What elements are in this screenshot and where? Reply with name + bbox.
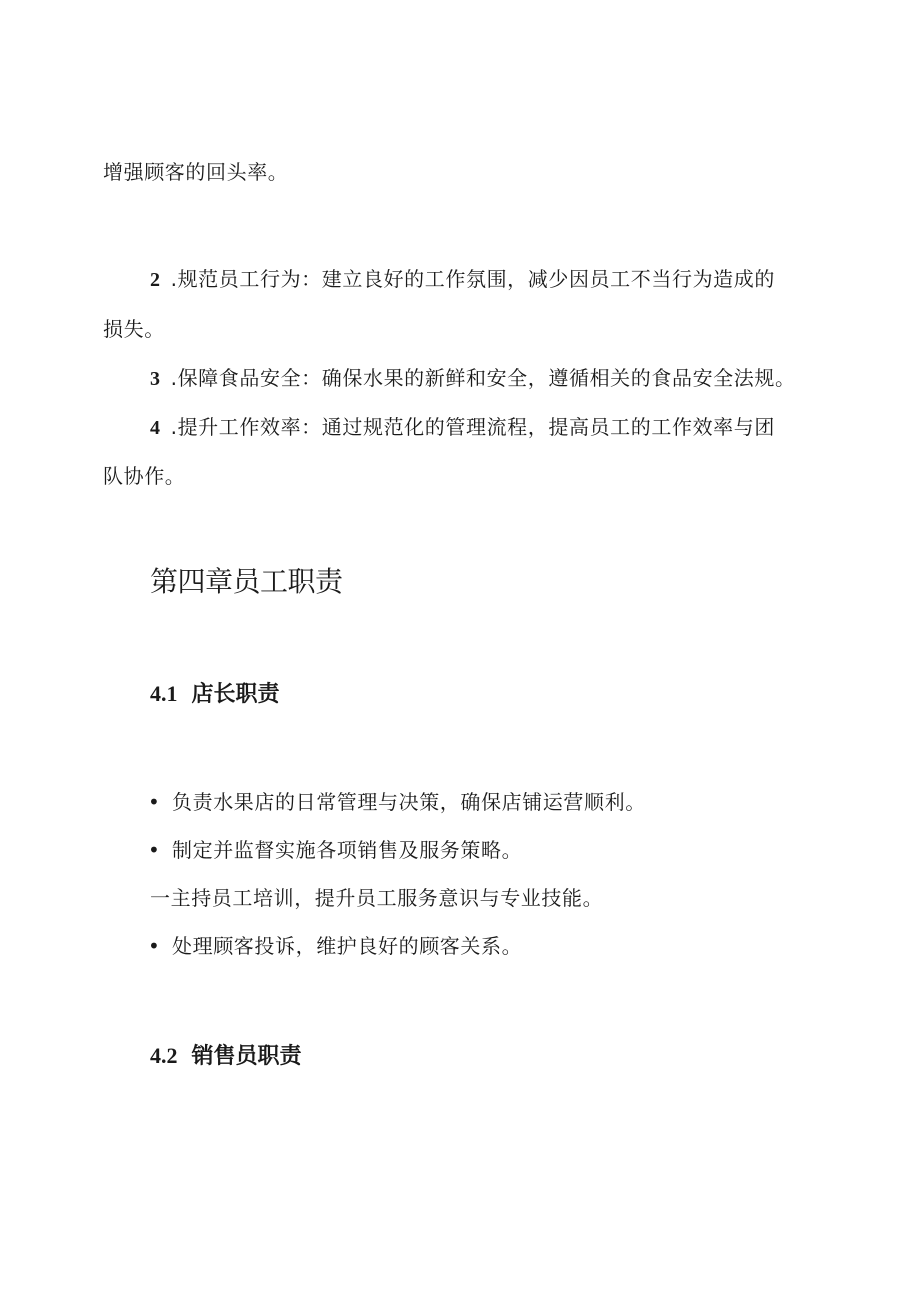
bullet-marker: • — [148, 934, 161, 958]
chapter-title: 第四章员工职责 — [150, 565, 343, 598]
duty-text: 制定并监督实施各项销售及服务策略。 — [172, 838, 523, 862]
objective-separator: . — [170, 267, 178, 291]
section-title: 店长职责 — [191, 682, 280, 707]
duty-item-dash — [150, 884, 603, 912]
bullet-marker: • — [148, 838, 161, 862]
section-heading-4-2 — [150, 1041, 302, 1072]
objective-separator: . — [170, 415, 178, 439]
duty-text: 主持员工培训，提升员工服务意识与专业技能。 — [170, 886, 604, 910]
section-number: 4.1 — [150, 681, 178, 706]
objective-item-2 — [150, 265, 775, 294]
objective-item-3 — [150, 364, 796, 393]
objective-text: 提升工作效率：通过规范化的管理流程，提高员工的工作效率与团 — [177, 415, 775, 439]
objective-text: 保障食品安全：确保水果的新鲜和安全，遵循相关的食品安全法规。 — [177, 366, 796, 390]
objective-text: 规范员工行为：建立良好的工作氛围，减少因员工不当行为造成的 — [177, 267, 775, 291]
duty-text: 处理顾客投诉，维护良好的顾客关系。 — [172, 934, 523, 958]
objective-number: 2 — [150, 269, 161, 291]
dash-marker: 一 — [150, 886, 171, 910]
duty-item — [148, 932, 522, 960]
duty-text: 负责水果店的日常管理与决策，确保店铺运营顺利。 — [172, 790, 646, 814]
section-heading-4-1 — [150, 679, 280, 710]
objective-separator: . — [170, 366, 178, 390]
duty-item — [148, 788, 646, 816]
section-number: 4.2 — [150, 1043, 178, 1068]
section-title: 销售员职责 — [191, 1044, 302, 1069]
objective-number: 4 — [150, 417, 161, 439]
intro-tail-text: 增强顾客的回头率。 — [103, 160, 289, 184]
objective-item-2-continuation: 损失。 — [103, 317, 165, 341]
objective-item-4 — [150, 413, 775, 442]
bullet-marker: • — [148, 790, 161, 814]
objective-item-4-continuation: 队协作。 — [103, 464, 186, 488]
objective-number: 3 — [150, 368, 161, 390]
duty-item — [148, 836, 522, 864]
